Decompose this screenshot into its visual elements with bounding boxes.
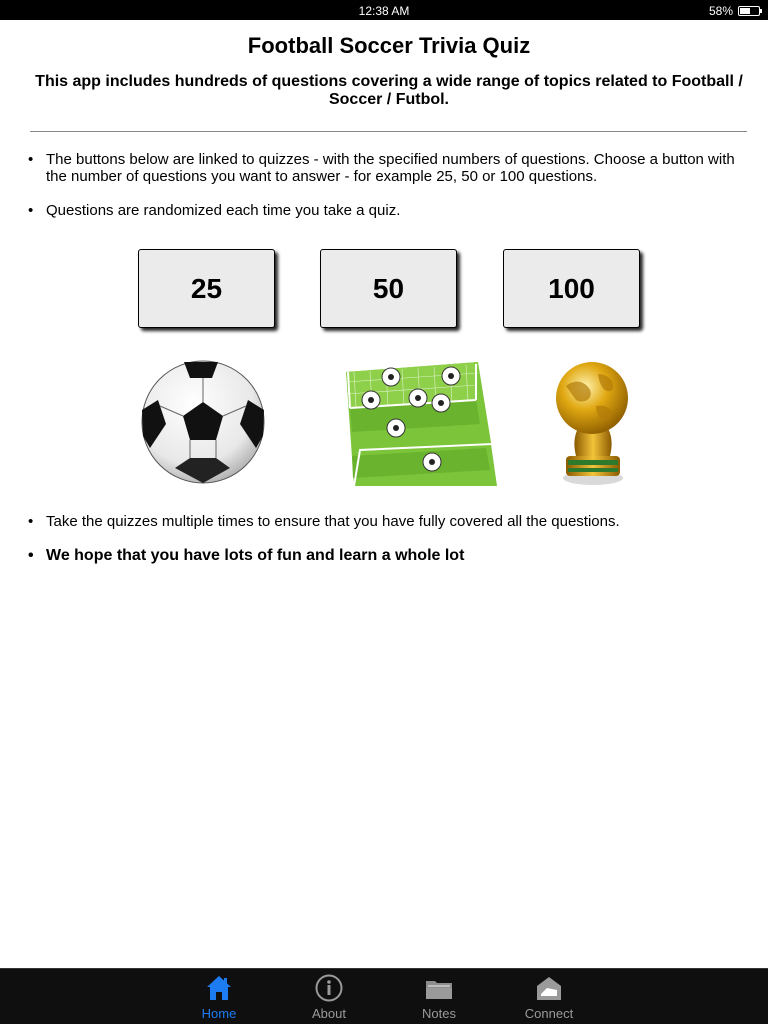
page-subtitle: This app includes hundreds of questions covering a wide range of topics related to Football / Soccer / Futbol.: [35, 73, 743, 108]
soccer-field-icon: [340, 360, 500, 486]
tab-connect-label: Connect: [524, 1006, 574, 1021]
info-icon: [315, 974, 343, 1002]
tab-connect[interactable]: [504, 969, 594, 1024]
battery-percent: 58%: [708, 4, 733, 18]
divider: [30, 131, 747, 132]
battery-icon: [738, 6, 760, 16]
tab-home[interactable]: [174, 969, 264, 1024]
status-right: [709, 4, 760, 18]
world-cup-trophy-icon: [546, 360, 640, 486]
tab-notes-label: Notes: [422, 1006, 456, 1021]
bullet-randomized: • Questions are randomized each time you take a quiz.: [46, 202, 736, 219]
page-title: Football Soccer Trivia Quiz: [247, 33, 531, 58]
folder-icon: [425, 974, 453, 1002]
status-bar: [0, 0, 768, 20]
connect-icon: [535, 974, 563, 1002]
tab-bar: [0, 968, 768, 1024]
home-icon: [205, 974, 233, 1002]
tab-about[interactable]: [284, 969, 374, 1024]
quiz-25-button[interactable]: 25: [138, 249, 275, 328]
bullet-multiple-times: • Take the quizzes multiple times to ensure that you have fully covered all the questions.: [46, 513, 736, 530]
soccer-ball-icon: [140, 360, 266, 484]
status-time: 12:38 AM: [358, 4, 410, 18]
quiz-100-button[interactable]: 100: [503, 249, 640, 328]
quiz-50-button[interactable]: 50: [320, 249, 457, 328]
tab-home-label: Home: [201, 1006, 237, 1021]
tab-about-label: About: [312, 1006, 346, 1021]
bullet-instructions: • The buttons below are linked to quizzes - with the specified numbers of questions. Choose a button with the number of questions you want to answer - for example 25, 50 or 100 questions.: [46, 151, 736, 185]
bullet-have-fun: • We hope that you have lots of fun and learn a whole lot: [46, 547, 736, 564]
tab-notes[interactable]: [394, 969, 484, 1024]
